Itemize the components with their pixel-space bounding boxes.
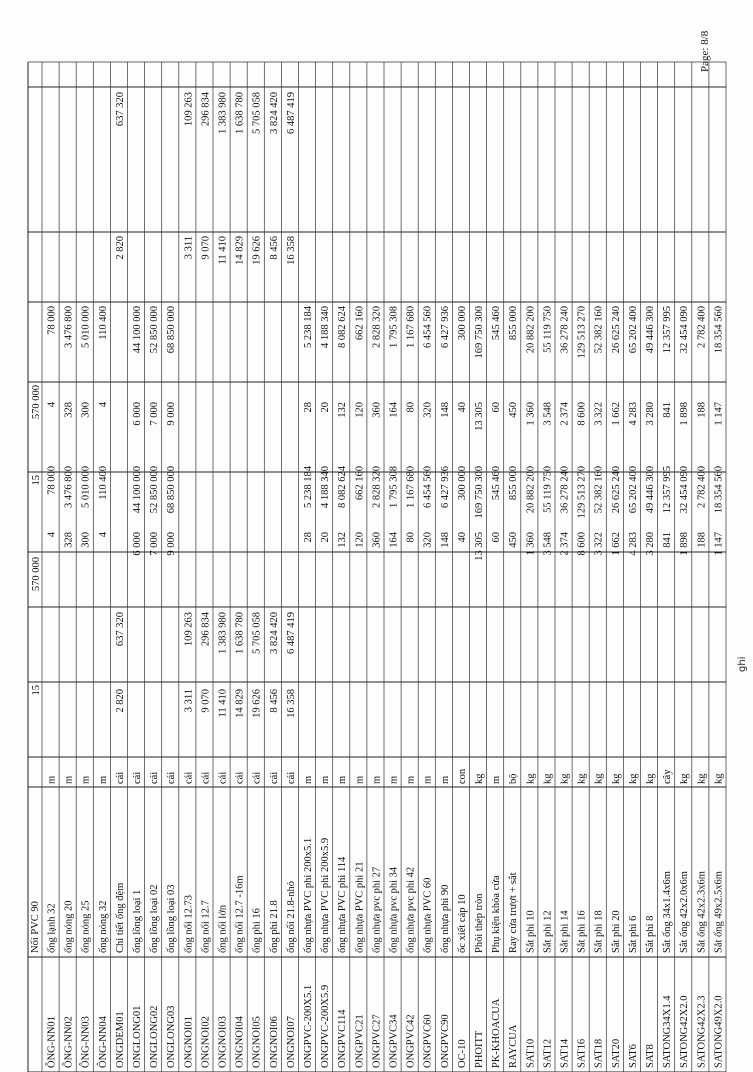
- cell-amount-b: 52 850 000: [149, 306, 161, 354]
- cell-qty-a: 4 283: [627, 532, 639, 556]
- cell-name: ống nóng 32: [97, 900, 109, 953]
- cell-qty-a: 6 000: [132, 532, 143, 556]
- cell-code: ONGNOI03: [217, 1016, 229, 1068]
- cell-amount-a: 662 160: [354, 466, 366, 501]
- cell-qty-a: 15: [31, 685, 42, 696]
- cell-code: SAT18: [593, 1038, 605, 1068]
- cell-qty-b: 188: [696, 402, 708, 418]
- cell-code: ONGPVC-200X5.1: [303, 984, 314, 1068]
- cell-name: ống nối lớn: [217, 904, 229, 953]
- cell-code: ONGNOI05: [251, 1016, 263, 1068]
- cell-qty-a: 13 305: [474, 532, 485, 561]
- cell-unit: m: [97, 775, 109, 784]
- cell-amount-a: 2 828 320: [371, 466, 383, 508]
- cell-amount-a: 110 400: [97, 466, 109, 500]
- cell-amount-a: 6 454 560: [422, 466, 434, 508]
- cell-code: SAT10: [525, 1038, 537, 1068]
- cell-code: ÔNG-NN04: [97, 1016, 109, 1068]
- cell-qty-c2: 14 829: [234, 236, 246, 265]
- cell-name: Sắt phi 14: [559, 910, 571, 953]
- cell-code: RAYCUA: [508, 1024, 520, 1068]
- cell-qty-b: 450: [508, 402, 520, 418]
- cell-name: Ray cửa trượt + sắt: [508, 872, 520, 953]
- cell-unit: m: [388, 775, 400, 784]
- cell-amount-c2: 109 263: [183, 92, 195, 127]
- cell-amount-a: 68 850 000: [166, 466, 178, 514]
- cell-unit: cái: [251, 771, 263, 784]
- cell-amount-b: 26 625 240: [610, 306, 622, 354]
- cell-code: ONGNOI06: [268, 1016, 280, 1068]
- cell-name: ống nhựa pvc phi 34: [388, 866, 400, 953]
- cell-amount-b: 3 476 800: [63, 306, 75, 348]
- cell-amount-c: 637 320: [114, 612, 126, 647]
- cell-unit: cái: [200, 771, 212, 784]
- cell-unit: cái: [132, 771, 143, 784]
- cell-unit: m: [337, 775, 349, 784]
- cell-name: Sắt phi 16: [576, 910, 588, 953]
- cell-amount-a: 4 188 340: [320, 466, 332, 508]
- cell-name: Sắt phi 12: [542, 910, 554, 953]
- cell-qty-a: 1 662: [610, 532, 622, 556]
- cell-code: SATONG49X2.0: [713, 995, 725, 1068]
- cell-qty-c: 2 820: [114, 689, 126, 713]
- cell-name: ốc xiết cáp 10: [456, 894, 468, 953]
- cell-amount-a: 12 357 995: [662, 466, 674, 514]
- cell-amount-c: 1 638 780: [234, 612, 246, 654]
- cell-qty-c: 9 070: [200, 689, 212, 713]
- cell-qty-b: 40: [456, 402, 468, 413]
- cell-amount-b: 5 238 184: [303, 306, 314, 348]
- cell-code: SAT12: [542, 1038, 554, 1068]
- cell-amount-c: 109 263: [183, 612, 195, 647]
- table-body: [31, 91, 724, 1068]
- cell-unit: m: [491, 775, 503, 784]
- cell-qty-b: 320: [422, 402, 434, 418]
- cell-name: ống nhựa pvc phi 42: [405, 866, 417, 953]
- cell-amount-b: 68 850 000: [166, 306, 178, 354]
- cell-unit: m: [354, 775, 366, 784]
- cell-name: Sắt ống 34x1.4x6m: [662, 871, 674, 953]
- cell-qty-a: 3 280: [645, 532, 656, 556]
- cell-qty-c: 11 410: [217, 689, 229, 718]
- cell-amount-c: 1 383 980: [217, 612, 229, 654]
- cell-qty-c2: 19 626: [251, 236, 263, 265]
- cell-unit: m: [46, 775, 58, 784]
- cell-name: Phôi thép tròn: [474, 893, 485, 953]
- cell-amount-a: 3 476 800: [63, 466, 75, 508]
- cell-amount-c2: 1 638 780: [234, 92, 246, 134]
- cell-unit: cái: [234, 771, 246, 784]
- cell-code: ÔNG-NN03: [80, 1016, 92, 1068]
- cell-code: ONGPVC-200X5.9: [320, 984, 332, 1068]
- cell-qty-a: 164: [388, 532, 400, 548]
- cell-amount-b: 6 454 560: [422, 306, 434, 348]
- cell-name: Sắt ống 42x2.0x6m: [679, 871, 691, 953]
- cell-qty-a: 1 360: [525, 532, 537, 556]
- cell-unit: cái: [114, 771, 126, 784]
- cell-amount-a: 65 202 400: [627, 466, 639, 514]
- cell-qty-b: 132: [337, 402, 349, 418]
- cell-qty-b: 13 305: [474, 402, 485, 431]
- cell-amount-c2: 296 834: [200, 92, 212, 127]
- cell-code: SAT14: [559, 1038, 571, 1068]
- cell-code: SAT6: [627, 1044, 639, 1068]
- cell-amount-b: 78 000: [46, 306, 58, 335]
- cell-code: ONGPVC90: [439, 1014, 451, 1068]
- cell-unit: kg: [713, 773, 725, 784]
- cell-qty-c: 8 456: [268, 689, 280, 713]
- cell-amount-a: 36 278 240: [559, 466, 571, 514]
- cell-amount-a: 855 000: [508, 466, 520, 501]
- cell-code: ONGLONG02: [149, 1005, 161, 1068]
- cell-qty-b: 1 147: [713, 402, 725, 426]
- cell-amount-a: 169 750 300: [474, 466, 485, 519]
- cell-code: ONGDEM01: [114, 1011, 126, 1068]
- cell-qty-a: 28: [303, 532, 314, 543]
- cell-unit: kg: [542, 773, 554, 784]
- cell-unit: kg: [593, 773, 605, 784]
- cell-qty-a: 2 374: [559, 532, 571, 556]
- cell-amount-a: 20 882 200: [525, 466, 537, 514]
- cell-unit: kg: [576, 773, 588, 784]
- cell-qty-a: 328: [63, 532, 75, 548]
- cell-amount-b: 32 454 090: [679, 306, 691, 354]
- cell-name: ống nóng 20: [63, 900, 75, 953]
- cell-qty-a: 450: [508, 532, 520, 548]
- cell-code: ONGNOI04: [234, 1016, 246, 1068]
- cell-name: Sắt ống 42x2.3x6m: [696, 871, 708, 953]
- cell-qty-c: 19 626: [251, 689, 263, 718]
- cell-name: ống lồng loại 02: [149, 884, 161, 953]
- cell-qty-a: 9 000: [166, 532, 178, 556]
- cell-amount-a: 300 000: [456, 466, 468, 501]
- cell-name: ống phi 16: [251, 908, 263, 953]
- cell-amount-a: 1 795 308: [388, 466, 400, 508]
- cell-unit: con: [456, 768, 468, 784]
- cell-qty-b: 360: [371, 402, 383, 418]
- cell-amount-a: 1 167 680: [405, 466, 417, 508]
- cell-amount-c: 5 705 058: [251, 612, 263, 654]
- cell-name: ống nhựa PVC phi 114: [337, 856, 349, 953]
- cell-code: ONGPVC27: [371, 1014, 383, 1068]
- cell-qty-b: 6 000: [132, 402, 143, 426]
- cell-qty-a: 3 322: [593, 532, 605, 556]
- cell-qty-a: 4: [46, 532, 58, 538]
- cell-amount-b: 570 000: [31, 385, 42, 420]
- cell-qty-b: 28: [303, 402, 314, 413]
- cell-unit: m: [371, 775, 383, 784]
- cell-unit: m: [422, 775, 434, 784]
- cell-name: Sắt phi 8: [645, 915, 656, 953]
- cell-code: PK-KHOACUA: [491, 998, 503, 1068]
- cell-qty-a: 80: [405, 532, 417, 543]
- cell-amount-b: 12 357 995: [662, 306, 674, 354]
- cell-name: ống nhựa PVC phi 21: [354, 861, 366, 953]
- cell-name: ống nhựa phi 90: [439, 884, 451, 953]
- cell-qty-a: 60: [491, 532, 503, 543]
- cell-qty-a: 148: [439, 532, 451, 548]
- cell-code: ONGNOI07: [285, 1016, 297, 1068]
- cell-code: PHOITT: [474, 1030, 485, 1068]
- cell-code: SATONG34X1.4: [662, 995, 674, 1068]
- cell-qty-c2: 8 456: [268, 236, 280, 260]
- handwritten-mark: ghi: [737, 656, 748, 672]
- cell-amount-c: 6 487 419: [285, 612, 297, 654]
- cell-amount-b: 18 354 560: [713, 306, 725, 354]
- cell-unit: kg: [679, 773, 691, 784]
- cell-amount-a: 18 354 560: [713, 466, 725, 514]
- cell-name: Chi tiết ống đệm: [114, 882, 126, 953]
- cell-qty-b: 3 322: [593, 402, 605, 426]
- cell-amount-a: 8 082 624: [337, 466, 349, 508]
- cell-qty-b: 4 283: [627, 402, 639, 426]
- cell-name: Sắt ống 49x2.5x6m: [713, 871, 725, 953]
- cell-amount-a: 78 000: [46, 466, 58, 495]
- cell-amount-b: 44 100 000: [132, 306, 143, 354]
- cell-amount-b: 855 000: [508, 306, 520, 341]
- cell-amount-c2: 6 487 419: [285, 92, 297, 134]
- cell-unit: cái: [268, 771, 280, 784]
- cell-qty-b: 2 374: [559, 402, 571, 426]
- cell-name: ống nối 12.7 -16m: [234, 875, 246, 953]
- cell-name: ống nhựa PVC phi 200x5.1: [303, 837, 314, 953]
- cell-amount-c2: 3 824 420: [268, 92, 280, 134]
- cell-amount-b: 1 795 308: [388, 306, 400, 348]
- cell-code: ÔNG-NN01: [46, 1016, 58, 1068]
- cell-qty-a: 4: [97, 532, 109, 538]
- cell-unit: kg: [645, 773, 656, 784]
- partial-header-label: Nối PVC 90: [30, 901, 41, 953]
- cell-code: SAT16: [576, 1038, 588, 1068]
- cell-code: ONGPVC42: [405, 1014, 417, 1068]
- cell-amount-b: 110 400: [97, 306, 109, 340]
- cell-amount-a: 2 782 400: [696, 466, 708, 508]
- cell-amount-b: 662 160: [354, 306, 366, 341]
- cell-qty-b: 20: [320, 402, 332, 413]
- cell-qty-a: 300: [80, 532, 92, 548]
- cell-code: ONGLONG01: [132, 1005, 143, 1068]
- cell-amount-b: 169 750 300: [474, 306, 485, 359]
- cell-amount-b: 1 167 680: [405, 306, 417, 348]
- cell-amount-a: 44 100 000: [132, 466, 143, 514]
- cell-qty-c: 16 358: [285, 689, 297, 718]
- cell-qty-a: 1 898: [679, 532, 691, 556]
- cell-amount-b: 52 382 160: [593, 306, 605, 354]
- cell-code: SAT20: [610, 1038, 622, 1068]
- cell-qty-b: 3 548: [542, 402, 554, 426]
- cell-code: ÔNG-NN02: [63, 1016, 75, 1068]
- cell-qty-a: 320: [422, 532, 434, 548]
- cell-unit: cái: [217, 771, 229, 784]
- cell-qty-c2: 3 311: [183, 236, 195, 260]
- cell-code: ONGPVC34: [388, 1014, 400, 1068]
- cell-amount-b: 2 828 320: [371, 306, 383, 348]
- cell-name: Sắt phi 10: [525, 910, 537, 953]
- cell-code: SATONG42X2.0: [679, 995, 691, 1068]
- cell-qty-b: 841: [662, 402, 674, 418]
- cell-amount-b: 300 000: [456, 306, 468, 341]
- cell-name: ống nhựa PVC 60: [422, 877, 434, 953]
- cell-qty-b: 1 360: [525, 402, 537, 426]
- cell-name: ống nối 21.8-nhỏ: [285, 880, 297, 953]
- cell-unit: kg: [525, 773, 537, 784]
- cell-qty-b: 4: [46, 402, 58, 408]
- cell-code: ONGNOI02: [200, 1016, 212, 1068]
- page-number: Page: 8/8: [699, 30, 711, 72]
- cell-qty-b: 120: [354, 402, 366, 418]
- cell-qty-a: 360: [371, 532, 383, 548]
- cell-amount-a: 570 000: [31, 557, 42, 592]
- cell-name: Sắt phi 6: [627, 915, 639, 953]
- cell-qty-a: 20: [320, 532, 332, 543]
- cell-amount-b: 4 188 340: [320, 306, 332, 348]
- cell-name: ống lạnh 32: [46, 903, 58, 953]
- cell-name: ống nối 12.73: [183, 894, 195, 953]
- cell-code: ONGPVC21: [354, 1014, 366, 1068]
- cell-amount-b: 6 427 936: [439, 306, 451, 348]
- cell-qty-b: 164: [388, 402, 400, 418]
- cell-unit: cái: [149, 771, 161, 784]
- cell-unit: kg: [610, 773, 622, 784]
- cell-amount-a: 545 460: [491, 466, 503, 501]
- cell-qty-b: 300: [80, 402, 92, 418]
- cell-qty-a: 1 147: [713, 532, 725, 556]
- cell-amount-b: 65 202 400: [627, 306, 639, 354]
- cell-qty-a: 40: [456, 532, 468, 543]
- cell-code: ONGPVC114: [337, 1009, 349, 1068]
- cell-amount-b: 55 119 750: [542, 306, 554, 353]
- cell-amount-c: 296 834: [200, 612, 212, 647]
- cell-qty-c2: 2 820: [114, 236, 126, 260]
- cell-qty-a: 132: [337, 532, 349, 548]
- cell-amount-b: 545 460: [491, 306, 503, 341]
- cell-amount-a: 52 382 160: [593, 466, 605, 514]
- cell-amount-b: 20 882 200: [525, 306, 537, 354]
- cell-qty-a: 7 000: [149, 532, 161, 556]
- cell-qty-a: 120: [354, 532, 366, 548]
- cell-qty-b: 7 000: [149, 402, 161, 426]
- cell-amount-a: 52 850 000: [149, 466, 161, 514]
- cell-name: ống nhựa PVC phi 200x5.9: [320, 837, 332, 953]
- cell-amount-b: 5 010 000: [80, 306, 92, 348]
- cell-qty-b: 15: [31, 475, 42, 486]
- cell-unit: cây: [662, 769, 674, 784]
- cell-name: ống phi 21.8: [268, 900, 280, 953]
- cell-unit: cái: [166, 771, 178, 784]
- cell-unit: kg: [627, 773, 639, 784]
- cell-name: ống nhựa pvc phi 27: [371, 866, 383, 953]
- cell-name: Sắt phi 18: [593, 910, 605, 953]
- cell-unit: m: [80, 775, 92, 784]
- cell-qty-b: 8 600: [576, 402, 588, 426]
- cell-code: SAT8: [645, 1044, 656, 1068]
- cell-qty-c2: 9 070: [200, 236, 212, 260]
- cell-name: ống nối 12.7: [200, 900, 212, 953]
- cell-qty-b: 80: [405, 402, 417, 413]
- cell-code: ONGLONG03: [166, 1005, 178, 1068]
- cell-amount-a: 49 446 300: [645, 466, 656, 514]
- cell-qty-a: 188: [696, 532, 708, 548]
- cell-name: ống lồng loại 1: [132, 889, 143, 953]
- cell-amount-a: 6 427 936: [439, 466, 451, 508]
- cell-amount-c: 3 824 420: [268, 612, 280, 654]
- cell-amount-a: 32 454 090: [679, 466, 691, 514]
- cell-qty-c: 14 829: [234, 689, 246, 718]
- cell-qty-a: 841: [662, 532, 674, 548]
- cell-qty-c2: 11 410: [217, 236, 229, 265]
- cell-amount-a: 5 238 184: [303, 466, 314, 508]
- cell-unit: m: [405, 775, 417, 784]
- cell-unit: kg: [474, 773, 485, 784]
- cell-amount-b: 8 082 624: [337, 306, 349, 348]
- cell-code: ONGPVC60: [422, 1014, 434, 1068]
- cell-amount-b: 2 782 400: [696, 306, 708, 348]
- cell-name: ống lồng loại 03: [166, 884, 178, 953]
- cell-name: ống nóng 25: [80, 900, 92, 953]
- cell-qty-a: 3 548: [542, 532, 554, 556]
- cell-code: SATONG42X2.3: [696, 995, 708, 1068]
- cell-unit: kg: [696, 773, 708, 784]
- cell-code: OC-10: [456, 1039, 468, 1068]
- cell-amount-b: 49 446 300: [645, 306, 656, 354]
- cell-qty-b: 328: [63, 402, 75, 418]
- cell-unit: kg: [559, 773, 571, 784]
- cell-qty-b: 1 898: [679, 402, 691, 426]
- cell-amount-b: 129 513 270: [576, 306, 588, 359]
- cell-amount-a: 5 010 000: [80, 466, 92, 508]
- cell-name: Phụ kiện khóa cửa: [491, 875, 503, 953]
- cell-unit: m: [320, 775, 332, 784]
- cell-code: ONGNOI01: [183, 1016, 195, 1068]
- cell-unit: cái: [183, 771, 195, 784]
- cell-unit: m: [303, 775, 314, 784]
- cell-qty-b: 3 280: [645, 402, 656, 426]
- cell-qty-c2: 16 358: [285, 236, 297, 265]
- cell-amount-a: 55 119 750: [542, 466, 554, 513]
- cell-qty-a: 8 600: [576, 532, 588, 556]
- cell-qty-b: 148: [439, 402, 451, 418]
- cell-unit: m: [439, 775, 451, 784]
- cell-qty-b: 60: [491, 402, 503, 413]
- cell-name: Sắt phi 20: [610, 910, 622, 953]
- cell-unit: bộ: [508, 773, 520, 784]
- cell-amount-a: 129 513 270: [576, 466, 588, 519]
- cell-qty-c: 3 311: [183, 689, 195, 713]
- cell-unit: cái: [285, 771, 297, 784]
- cell-amount-c2: 637 320: [114, 92, 126, 127]
- cell-unit: m: [63, 775, 75, 784]
- cell-qty-b: 1 662: [610, 402, 622, 426]
- cell-amount-c2: 1 383 980: [217, 92, 229, 134]
- cell-amount-b: 36 278 240: [559, 306, 571, 354]
- cell-qty-b: 4: [97, 402, 109, 408]
- cell-amount-a: 26 625 240: [610, 466, 622, 514]
- cell-amount-c2: 5 705 058: [251, 92, 263, 134]
- cell-qty-b: 9 000: [166, 402, 178, 426]
